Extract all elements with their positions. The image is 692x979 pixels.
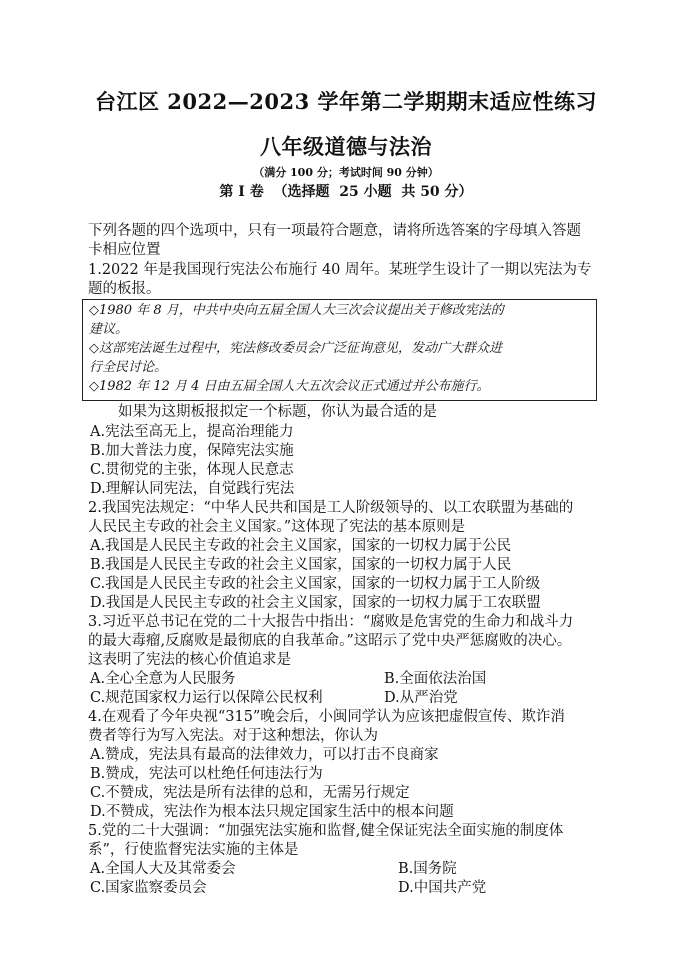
option-a: A.全国人大及其常委会: [90, 861, 236, 877]
option-a: A.宪法至高无上，提高治理能力: [90, 424, 294, 440]
question-stem: 人民民主专政的社会主义国家。”这体现了宪法的基本原则是: [88, 519, 466, 535]
option-d: D.我国是人民民主专政的社会主义国家，国家的一切权力属于工农联盟: [90, 595, 541, 611]
question-stem: 3.习近平总书记在党的二十大报告中指出：“腐败是危害党的生命力和战斗力: [88, 614, 574, 630]
option-c: C.贯彻党的主张，体现人民意志: [90, 462, 294, 478]
option-c: C.我国是人民民主专政的社会主义国家，国家的一切权力属于工人阶级: [90, 576, 541, 592]
instruction-line: 下列各题的四个选项中，只有一项最符合题意，请将所选答案的字母填入答题: [88, 223, 581, 239]
question-stem: 1.2022 年是我国现行宪法公布施行 40 周年。某班学生设计了一期以宪法为专: [88, 262, 592, 278]
board-line: ◇1982 年 12 月 4 日由五届全国人大五次会议正式通过并公布施行。: [89, 379, 490, 394]
section-heading: 第 I 卷 （选择题 25 小题 共 50 分）: [219, 184, 473, 200]
exam-title: 台江区 2022—2023 学年第二学期期末适应性练习: [94, 89, 597, 114]
option-a: A.全心全意为人民服务: [90, 671, 236, 687]
board-line: 建议。: [89, 322, 129, 337]
option-d: D.理解认同宪法，自觉践行宪法: [90, 481, 295, 497]
exam-note: （满分 100 分；考试时间 90 分钟）: [253, 166, 439, 179]
question-stem: 的最大毒瘤,反腐败是最彻底的自我革命。”这昭示了党中央严惩腐败的决心。: [88, 633, 572, 649]
option-b: B.国务院: [398, 861, 457, 877]
option-a: A.赞成，宪法具有最高的法律效力，可以打击不良商家: [90, 747, 439, 763]
option-a: A.我国是人民民主专政的社会主义国家，国家的一切权力属于公民: [90, 538, 512, 554]
question-stem: 这表明了宪法的核心价值追求是: [88, 652, 291, 668]
board-box: [82, 299, 597, 401]
question-stem: 5.党的二十大强调：“加强宪法实施和监督,健全保证宪法全面实施的制度体: [88, 823, 564, 839]
option-b: B.赞成，宪法可以杜绝任何违法行为: [90, 766, 323, 782]
board-line: ◇这部宪法诞生过程中，宪法修改委员会广泛征询意见，发动广大群众进: [89, 341, 502, 356]
instruction-line: 卡相应位置: [88, 242, 161, 258]
question-stem: 系”，行使监督宪法实施的主体是: [88, 842, 299, 858]
option-b: B.我国是人民民主专政的社会主义国家，国家的一切权力属于人民: [90, 557, 512, 573]
question-stem: 2.我国宪法规定：“中华人民共和国是工人阶级领导的、以工农联盟为基础的: [88, 500, 574, 516]
board-line: ◇1980 年 8 月，中共中央向五届全国人大三次会议提出关于修改宪法的: [89, 303, 504, 318]
question-stem: 费者等行为写入宪法。对于这种想法，你认为: [88, 728, 378, 744]
option-b: B.全面依法治国: [384, 671, 487, 687]
question-stem: 题的板报。: [88, 281, 161, 297]
question-stem: 4.在观看了今年央视“315”晚会后，小闽同学认为应该把虚假宣传、欺诈消: [88, 709, 565, 725]
option-c: C.国家监察委员会: [90, 880, 207, 896]
option-d: D.不赞成，宪法作为根本法只规定国家生活中的根本问题: [90, 804, 454, 820]
exam-subject: 八年级道德与法治: [260, 134, 432, 159]
board-line: 行全民讨论。: [89, 360, 168, 375]
option-d: D.中国共产党: [398, 880, 487, 896]
option-d: D.从严治党: [384, 690, 458, 706]
question-prompt: 如果为这期板报拟定一个标题，你认为最合适的是: [118, 404, 437, 420]
option-b: B.加大普法力度，保障宪法实施: [90, 443, 294, 459]
option-c: C.规范国家权力运行以保障公民权利: [90, 690, 323, 706]
option-c: C.不赞成，宪法是所有法律的总和，无需另行规定: [90, 785, 410, 801]
